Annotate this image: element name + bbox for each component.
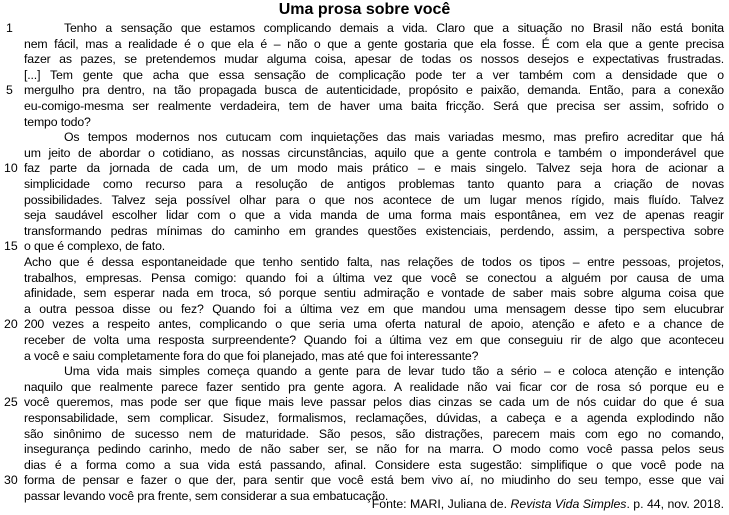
text-line: responsabilidade, sem complicar. Sisudez, formalismos, reclamações, dúvidas, a cabeça e a agenda explodindo não bbox=[24, 411, 724, 425]
text-line: faz parte da jornada de cada um, de um modo mais prático – e mais singelo. Talvez seja hora de acionar a bbox=[24, 161, 724, 176]
text-line: receber de volta uma resposta surpreendente? Quando foi a última vez em que conseguiu rir de algo que aconteceu bbox=[24, 333, 724, 347]
line-number: 10 bbox=[4, 161, 18, 176]
text-line: passar levando você pra frente, sem considerar a sua embatucação. bbox=[24, 489, 389, 503]
line-number: 30 bbox=[4, 473, 18, 488]
text-line: nem fácil, mas a realidade é o que ela é – não o que a gente gostaria que ela fosse. É com ela que a gente precisa bbox=[24, 36, 724, 51]
text-line: trabalhos, empresas. Pensa comigo: quando foi a última vez que você se conectou a alguém por causa de uma bbox=[24, 270, 724, 285]
text-line: um jeito de abordar o cotidiano, as nossas circunstâncias, aquilo que a gente controla e também o imponderável que bbox=[24, 145, 724, 160]
text-line: fazer as pazes, se pretendemos mudar alguma coisa, apesar de todas os nossos desejos e expectativas frustradas. bbox=[24, 52, 724, 67]
text-line: transformando pedras mínimas do caminho em grandes questões existenciais, perdendo, assim, a perspectiva sobre bbox=[24, 223, 724, 238]
text-line: eu-comigo-mesma ser realmente verdadeira, tem de haver uma baita fricção. Será que precisa ser assim, sofrido o bbox=[24, 99, 724, 113]
text-line: possibilidades. Talvez seja possível olhar para o que nos acontece de um lugar menos rígido, mais fluído. Talvez bbox=[24, 192, 724, 207]
text-line: dias é a forma como a sua vida está passando, afinal. Considere esta sugestão: simplifique o que você pode na bbox=[24, 457, 724, 472]
text-line: seja saudável escolher lidar com o que a vida manda de uma forma mais espontânea, em vez de apenas reagir bbox=[24, 208, 724, 223]
text-line: naquilo que realmente parece fazer sentido pra gente agora. A realidade não vai ficar cor de rosa só porque eu e bbox=[24, 379, 724, 394]
text-line: tempo todo? bbox=[24, 114, 91, 129]
source-prefix: Fonte: MARI, Juliana de. bbox=[371, 497, 511, 511]
text-line: Acho que é dessa espontaneidade que tenho sentido falta, nas relações de todos os tipos – entre pessoas, projetos, bbox=[24, 255, 724, 269]
text-line: forma de pensar e fazer o que der, para sentir que você está bem vivo aí, no miudinho do seu tempo, esse que vai bbox=[24, 473, 724, 488]
text-line: simplicidade como recurso para a resolução de antigos problemas tanto quanto para a criação de novas bbox=[24, 177, 724, 191]
text-line: Os tempos modernos nos cutucam com inquietações das mais variadas mesmo, mas prefiro acreditar que há bbox=[64, 130, 724, 145]
text-line: afinidade, sem esperar nada em troca, só porque sentiu admiração e vontade de saber mais sobre alguma coisa que bbox=[24, 286, 724, 301]
text-line: mergulho pra dentro, na tão propagada busca de autenticidade, propósito e paixão, demanda. Então, para a conexão bbox=[24, 83, 724, 98]
text-line: a outra pessoa disse ou fez? Quando foi a última vez em que mandou uma mensagem desse tipo sem elucubrar bbox=[24, 301, 724, 316]
source-publication: Revista Vida Simples bbox=[510, 497, 627, 511]
source-citation bbox=[372, 497, 724, 513]
text-line: insegurança pedindo carinho, medo de não saber ser, se não for na marra. O modo como você passa pelos seus bbox=[24, 442, 724, 457]
text-line: 200 vezes a respeito antes, complicando o que seria uma oferta natural de apoio, atenção e afeto e a chance de bbox=[24, 317, 724, 332]
text-line: são sinônimo de sucesso nem de maturidade. São pesos, são distrações, parecem mais com ego no comando, bbox=[24, 426, 724, 441]
text-line: o que é complexo, de fato. bbox=[24, 239, 166, 254]
line-number: 1 bbox=[6, 21, 13, 35]
source-suffix: . p. 44, nov. 2018. bbox=[626, 497, 724, 511]
line-number: 25 bbox=[4, 395, 18, 410]
text-line: a você e saiu completamente fora do que foi planejado, mas até que foi interessante? bbox=[24, 348, 479, 363]
text-line: Uma vida mais simples começa quando a gente para de levar tudo tão a sério – e coloca atenção e intenção bbox=[64, 364, 724, 379]
text-line: Tenho a sensação que estamos complicando demais a vida. Claro que a situação no Brasil não está bonita bbox=[64, 21, 724, 35]
text-line: você queremos, mas pode ser que fique mais leve passar pelos dias cinzas se cada um de nós cuidar do que é sua bbox=[24, 395, 724, 410]
line-number: 20 bbox=[4, 317, 18, 332]
text-line: [...] Tem gente que acha que essa sensação de complicação pode ter a ver também com a densidade que o bbox=[24, 67, 724, 82]
page-title: Uma prosa sobre você bbox=[278, 1, 451, 18]
line-number: 5 bbox=[6, 83, 13, 98]
line-number: 15 bbox=[4, 239, 18, 254]
